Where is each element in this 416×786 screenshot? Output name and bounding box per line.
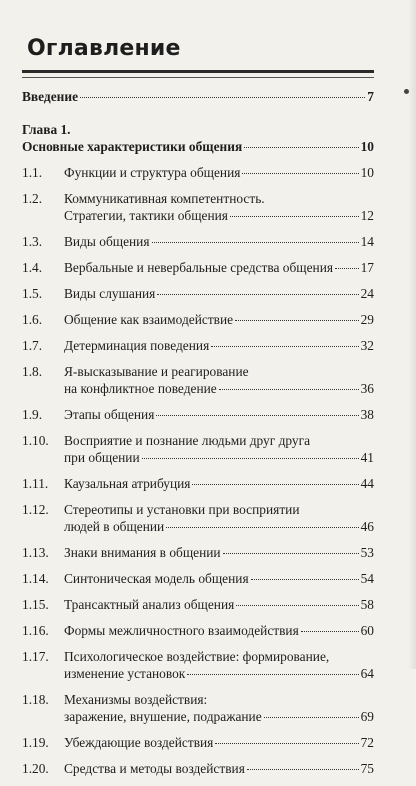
toc-entry[interactable]: [22, 259, 374, 276]
toc-entry-page: 46: [360, 519, 374, 534]
toc-entry-page: 29: [360, 312, 374, 327]
toc-entry-number: 1.6.: [22, 312, 43, 327]
toc-entry[interactable]: [22, 363, 374, 397]
toc-entry[interactable]: [22, 501, 374, 535]
table-of-contents: [22, 88, 374, 786]
toc-entry-title: Этапы общения: [64, 407, 155, 422]
toc-entry[interactable]: [22, 406, 374, 423]
toc-entry-page: 53: [360, 545, 374, 560]
toc-entry-title: Вербальные и невербальные средства общения: [64, 260, 334, 275]
dot-leader: [242, 173, 358, 174]
toc-entry-title: Виды слушания: [64, 286, 156, 301]
toc-entry-page: 69: [360, 709, 374, 724]
dot-leader: [251, 579, 359, 580]
toc-entry-page: 36: [360, 381, 374, 396]
dot-leader: [301, 631, 359, 632]
toc-entry-page: 60: [360, 623, 374, 638]
dot-leader: [192, 484, 358, 485]
dot-leader: [80, 97, 365, 98]
toc-entry[interactable]: [22, 285, 374, 302]
toc-entry-title: Средства и методы воздействия: [64, 761, 245, 776]
toc-entry-title: Синтоническая модель общения: [64, 571, 249, 586]
toc-entry-number: 1.1.: [22, 165, 43, 180]
toc-entry-number: 1.5.: [22, 286, 43, 301]
toc-entry-title: заражение, внушение, подражание: [64, 709, 262, 724]
toc-entry-number: 1.2.: [22, 191, 43, 206]
title-rule-thin: [22, 77, 374, 78]
toc-entry-page: 32: [360, 338, 374, 353]
toc-entry-page: 38: [360, 407, 374, 422]
toc-entry-title: Стратегии, тактики общения: [64, 208, 228, 223]
toc-entry-page: 12: [360, 208, 374, 223]
toc-entry-page: 41: [360, 450, 374, 465]
toc-entry-title-line: Я-высказывание и реагирование: [64, 364, 249, 379]
toc-entry-page: 14: [360, 234, 374, 249]
toc-entry-title: Детерминация поведения: [64, 338, 210, 353]
page-edge: [408, 0, 416, 669]
dot-leader: [211, 346, 358, 347]
toc-entry[interactable]: [22, 190, 374, 224]
toc-entry-number: 1.19.: [22, 735, 49, 750]
toc-entry[interactable]: [22, 121, 374, 155]
toc-entry-number: 1.11.: [22, 476, 49, 491]
dot-leader: [156, 415, 358, 416]
toc-entry-title: изменение установок: [64, 666, 186, 681]
toc-entry-page: 72: [360, 735, 374, 750]
toc-entry-title: Виды общения: [64, 234, 150, 249]
toc-entry[interactable]: [22, 311, 374, 328]
toc-entry-number: 1.14.: [22, 571, 49, 586]
toc-entry-title-line: Глава 1.: [22, 122, 71, 137]
toc-entry-number: 1.18.: [22, 692, 49, 707]
dot-leader: [157, 294, 358, 295]
dot-leader: [187, 674, 358, 675]
toc-entry[interactable]: [22, 622, 374, 639]
toc-entry[interactable]: [22, 233, 374, 250]
dot-leader: [166, 527, 358, 528]
toc-entry-title: Общение как взаимодействие: [64, 312, 234, 327]
title-rule-thick: [22, 70, 374, 73]
toc-entry-title: на конфликтное поведение: [64, 381, 217, 396]
toc-entry-page: 17: [360, 260, 374, 275]
page-title: Оглавление: [27, 36, 181, 61]
toc-entry-page: 58: [360, 597, 374, 612]
toc-entry[interactable]: [22, 337, 374, 354]
toc-entry-title: Трансактный анализ общения: [64, 597, 235, 612]
toc-entry-title-line: Психологическое воздействие: формирование,: [64, 649, 330, 664]
toc-entry[interactable]: [22, 596, 374, 613]
toc-entry-number: 1.13.: [22, 545, 49, 560]
toc-entry-title-line: Восприятие и познание людьми друг друга: [64, 433, 311, 448]
toc-entry[interactable]: [22, 691, 374, 725]
toc-entry-title: людей в общении: [64, 519, 165, 534]
toc-entry-number: 1.3.: [22, 234, 43, 249]
dot-leader: [215, 743, 358, 744]
toc-entry-title: Формы межличностного взаимодействия: [64, 623, 299, 638]
toc-entry-number: 1.15.: [22, 597, 49, 612]
toc-entry-number: 1.7.: [22, 338, 43, 353]
dot-leader: [152, 242, 359, 243]
toc-entry-number: 1.17.: [22, 649, 49, 664]
dot-leader: [244, 147, 358, 148]
toc-entry-page: 44: [360, 476, 374, 491]
toc-entry-page: 10: [360, 165, 374, 180]
toc-entry-number: 1.16.: [22, 623, 49, 638]
toc-entry-number: 1.20.: [22, 761, 49, 776]
toc-entry-page: 7: [367, 89, 374, 104]
dot-leader: [230, 216, 359, 217]
dot-leader: [335, 268, 359, 269]
toc-entry-page: 75: [360, 761, 374, 776]
toc-entry-title-line: Коммуникативная компетентность.: [64, 191, 265, 206]
dot-leader: [264, 717, 359, 718]
toc-entry[interactable]: [22, 760, 374, 777]
dot-leader: [223, 553, 359, 554]
toc-entry-title: Убеждающие воздействия: [64, 735, 214, 750]
toc-entry-title-line: Стереотипы и установки при восприятии: [64, 502, 300, 517]
toc-entry[interactable]: [22, 570, 374, 587]
dot-leader: [236, 605, 358, 606]
margin-dot: [404, 89, 409, 94]
toc-entry-number: 1.4.: [22, 260, 43, 275]
toc-entry[interactable]: [22, 164, 374, 181]
toc-entry-page: 54: [360, 571, 374, 586]
toc-entry-number: 1.12.: [22, 502, 49, 517]
toc-entry-number: 1.10.: [22, 433, 49, 448]
toc-entry[interactable]: [22, 88, 374, 105]
toc-entry-page: 64: [360, 666, 374, 681]
toc-entry-title: Знаки внимания в общении: [64, 545, 221, 560]
toc-entry[interactable]: [22, 734, 374, 751]
toc-entry[interactable]: [22, 432, 374, 466]
dot-leader: [219, 389, 359, 390]
toc-entry-title-line: Механизмы воздействия:: [64, 692, 208, 707]
dot-leader: [247, 769, 359, 770]
toc-entry-title: Функции и структура общения: [64, 165, 241, 180]
toc-entry-page: 10: [360, 139, 374, 154]
toc-entry-title: Введение: [22, 89, 79, 104]
toc-entry[interactable]: [22, 544, 374, 561]
toc-entry[interactable]: [22, 475, 374, 492]
toc-entry-title: Каузальная атрибуция: [64, 476, 191, 491]
toc-entry-number: 1.8.: [22, 364, 43, 379]
dot-leader: [142, 458, 359, 459]
toc-entry[interactable]: [22, 648, 374, 682]
toc-entry-number: 1.9.: [22, 407, 43, 422]
toc-entry-title: при общении: [64, 450, 140, 465]
dot-leader: [235, 320, 358, 321]
toc-entry-title: Основные характеристики общения: [22, 139, 243, 154]
toc-entry-page: 24: [360, 286, 374, 301]
